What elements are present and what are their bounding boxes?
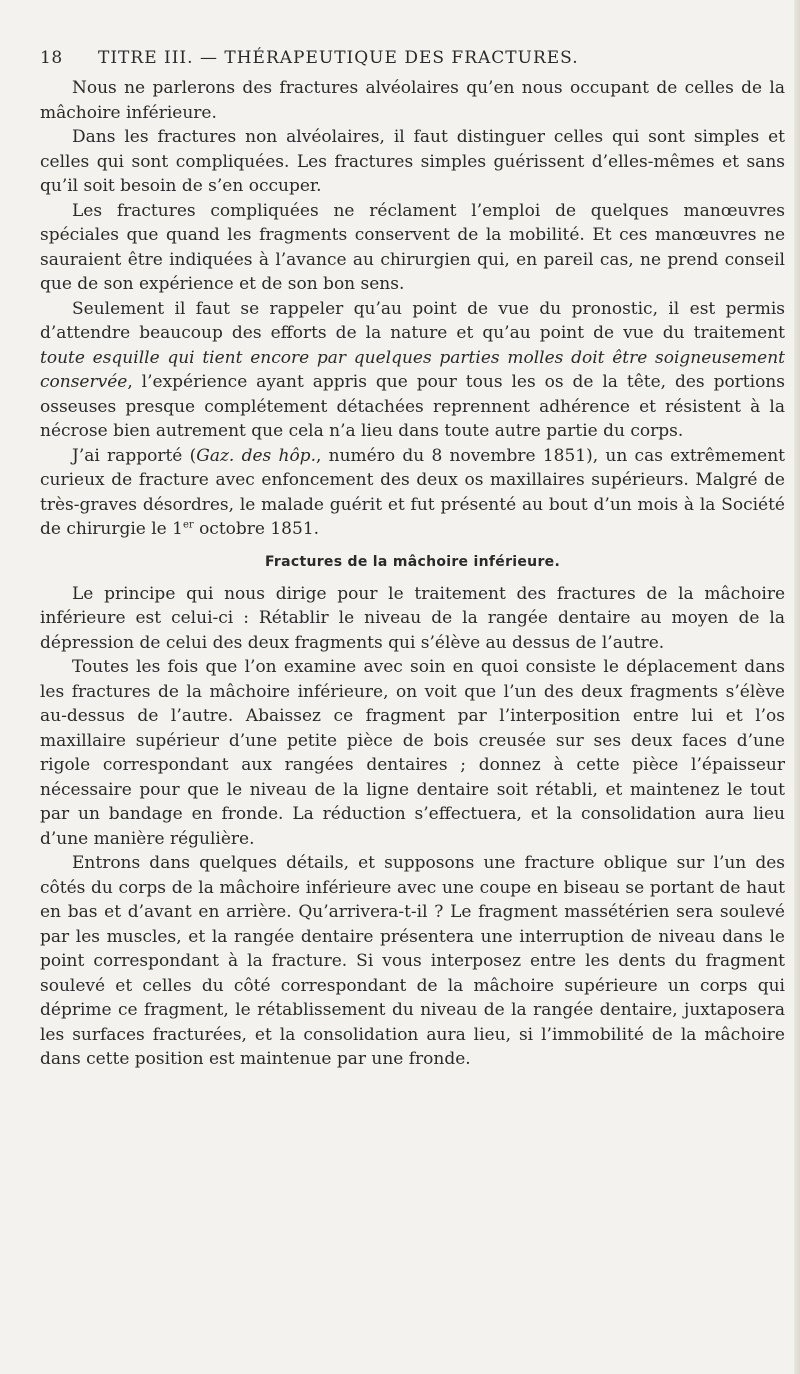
book-page <box>40 48 785 1072</box>
page-number: 18 <box>40 48 63 68</box>
text-segment: , l’expérience ayant appris que pour tous les os de la tête, des portions osseuses presque complétement détachées reprennent adhérence et résistent à la nécrose bien autrement que cela n’a lieu dans toute autre partie du corps. <box>40 372 785 441</box>
text-segment: J’ai rapporté ( <box>72 445 197 466</box>
paragraph: Toutes les fois que l’on examine avec soin en quoi consiste le déplacement dans les fractures de la mâchoire inférieure, on voit que l’un des deux fragments s’élève au-dessus de l’autre. Abaissez ce fragment par l’interposition entre lui et l’os maxillaire supérieur d’une petite pièce de bois creusée sur ses deux faces d’une rigole correspondant aux rangées dentaires ; donnez à cette pièce l’épaisseur nécessaire pour que le niveau de la ligne dentaire soit rétabli, et maintenez le tout par un bandage en fronde. La réduction s’effectuera, et la consolidation aura lieu d’une manière régulière. <box>40 657 785 849</box>
ordinal-superscript: er <box>182 519 194 531</box>
paragraph-case-report <box>40 444 785 542</box>
section-heading: Fractures de la mâchoire inférieure. <box>264 553 561 570</box>
text-segment: , numéro du 8 novembre 1851), un cas extrêmement curieux de fracture avec enfoncement des deux os maxillaires supérieurs. Malgré de très-graves désordres, le malade guérit et fut présenté au bout d’un mois à la Société de chirurgie le 1 <box>40 445 785 539</box>
text-segment: octobre 1851. <box>193 519 320 539</box>
italic-emphasis: toute esquille qui tient encore par quelques parties molles doit être soigneusement conservée <box>40 347 785 392</box>
paragraph-prognosis <box>40 297 785 444</box>
paragraph: Dans les fractures non alvéolaires, il faut distinguer celles qui sont simples et celles qui sont compliquées. Les fractures simples guérissent d’elles-mêmes et sans qu’il soit besoin de s’en occuper. <box>40 127 785 196</box>
running-title: TITRE III. — THÉRAPEUTIQUE DES FRACTURES. <box>98 48 579 68</box>
journal-citation: Gaz. des hôp. <box>196 445 316 466</box>
paragraph: Nous ne parlerons des fractures alvéolaires qu’en nous occupant de celles de la mâchoire inférieure. <box>40 78 785 123</box>
body-text <box>40 76 785 1072</box>
paragraph: Les fractures compliquées ne réclament l’emploi de quelques manœuvres spéciales que quand les fragments conservent de la mobilité. Et ces manœuvres ne sauraient être indiquées à l’avance au chirurgien qui, en pareil cas, ne prend conseil que de son expérience et de son bon sens. <box>40 200 785 294</box>
page-edge-shadow <box>794 0 800 1374</box>
paragraph: Le principe qui nous dirige pour le traitement des fractures de la mâchoire inférieure est celui-ci : Rétablir le niveau de la rangée dentaire au moyen de la dépression de celui des deux fragments qui s’élève au dessus de l’autre. <box>40 583 785 653</box>
text-segment: Seulement il faut se rappeler qu’au point de vue du pronostic, il est permis d’attendre beaucoup des efforts de la nature et qu’au point de vue du traitement <box>40 298 785 343</box>
running-header <box>40 48 785 76</box>
paragraph: Entrons dans quelques détails, et supposons une fracture oblique sur l’un des côtés du corps de la mâchoire inférieure avec une coupe en biseau se portant de haut en bas et d’avant en arrière. Qu’arrivera-t-il ? Le fragment massétérien sera soulevé par les muscles, et la rangée dentaire présentera une interruption de niveau dans le point correspondant à la fracture. Si vous interposez entre les dents du fragment soulevé et celles du côté correspondant de la mâchoire supérieure un corps qui déprime ce fragment, le rétablissement du niveau de la rangée dentaire, juxtaposera les surfaces fracturées, et la consolidation aura lieu, si l’immobilité de la mâchoire dans cette position est maintenue par une fronde. <box>40 853 785 1069</box>
